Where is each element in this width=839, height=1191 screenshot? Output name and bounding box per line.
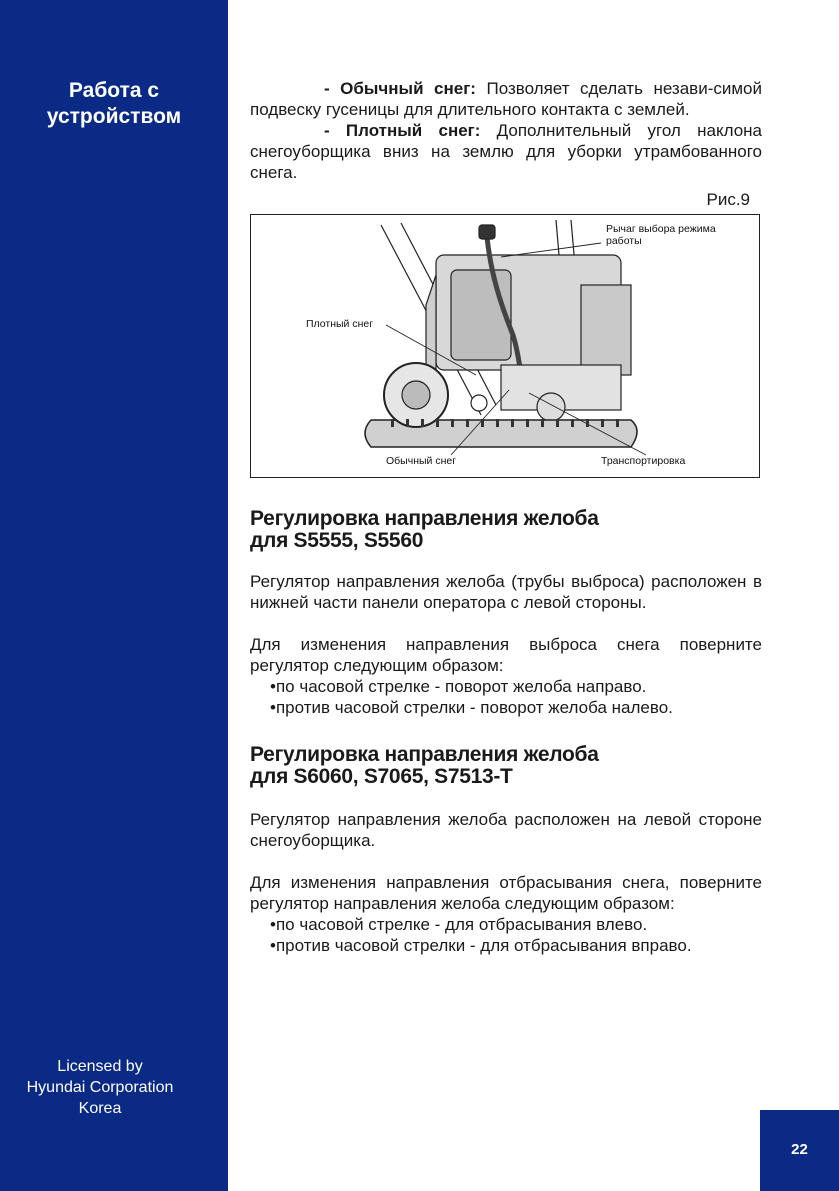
main-content <box>250 78 762 956</box>
snowblower-illustration <box>251 215 759 477</box>
section2-paragraph2: Для изменения направления отбрасывания снега, поверните регулятор направления желоба следующим образом: <box>250 873 762 913</box>
section1-heading-line1: Регулировка направления желоба <box>250 507 599 530</box>
section-title-line1: Работа с <box>68 79 160 102</box>
intro-paragraph-dense-snow <box>250 120 762 183</box>
license-line2: Hyundai Corporation <box>26 1079 174 1096</box>
section2-heading-line1: Регулировка направления желоба <box>250 743 599 766</box>
section2-bullet2: •против часовой стрелки - для отбрасывания вправо. <box>270 936 692 955</box>
section-title <box>0 78 228 130</box>
section1-bullet2: •против часовой стрелки - поворот желоба налево. <box>270 698 673 717</box>
text-dense-snow: Дополнительный угол наклона снегоуборщика вниз на землю для уборки утрамбованного снега. <box>250 121 762 182</box>
section2-heading <box>250 744 762 788</box>
term-dense-snow: - Плотный снег: <box>324 121 481 140</box>
section1-paragraph1: Регулятор направления желоба (трубы выброса) расположен в нижней части панели оператора с левой стороны. <box>250 572 762 612</box>
section1-heading <box>250 508 762 552</box>
figure-snowblower-mode-lever <box>250 214 760 478</box>
page-number: 22 <box>791 1141 808 1158</box>
label-transport: Транспортировка <box>601 455 686 467</box>
section1-bullets <box>250 676 762 718</box>
section1-bullet1: •по часовой стрелке - поворот желоба направо. <box>270 677 647 696</box>
label-dense-snow: Плотный снег <box>306 318 374 330</box>
license-note <box>0 1056 200 1119</box>
section2-heading-line2: для S6060, S7065, S7513-T <box>250 765 513 788</box>
section2-paragraph1: Регулятор направления желоба расположен на левой стороне снегоуборщика. <box>250 810 762 850</box>
section2-bullet1: •по часовой стрелке - для отбрасывания влево. <box>270 915 648 934</box>
intro-paragraph-normal-snow <box>250 78 762 120</box>
license-line1: Licensed by <box>57 1058 143 1075</box>
section1-paragraph2: Для изменения направления выброса снега поверните регулятор следующим образом: <box>250 635 762 675</box>
section2-bullets <box>250 914 762 956</box>
section1-heading-line2: для S5555, S5560 <box>250 529 424 552</box>
license-line3: Korea <box>78 1100 122 1117</box>
page-number-box <box>760 1110 839 1191</box>
figure-caption: Рис.9 <box>706 190 750 209</box>
section-title-line2: устройством <box>46 105 182 128</box>
label-lever: Рычаг выбора режима работы <box>606 223 716 247</box>
label-normal-snow: Обычный снег <box>386 455 457 467</box>
text-normal-snow: Позволяет сделать незави-симой подвеску гусеницы для длительного контакта с землей. <box>250 79 763 119</box>
term-normal-snow: - Обычный снег: <box>324 79 476 98</box>
sidebar <box>0 0 228 1191</box>
